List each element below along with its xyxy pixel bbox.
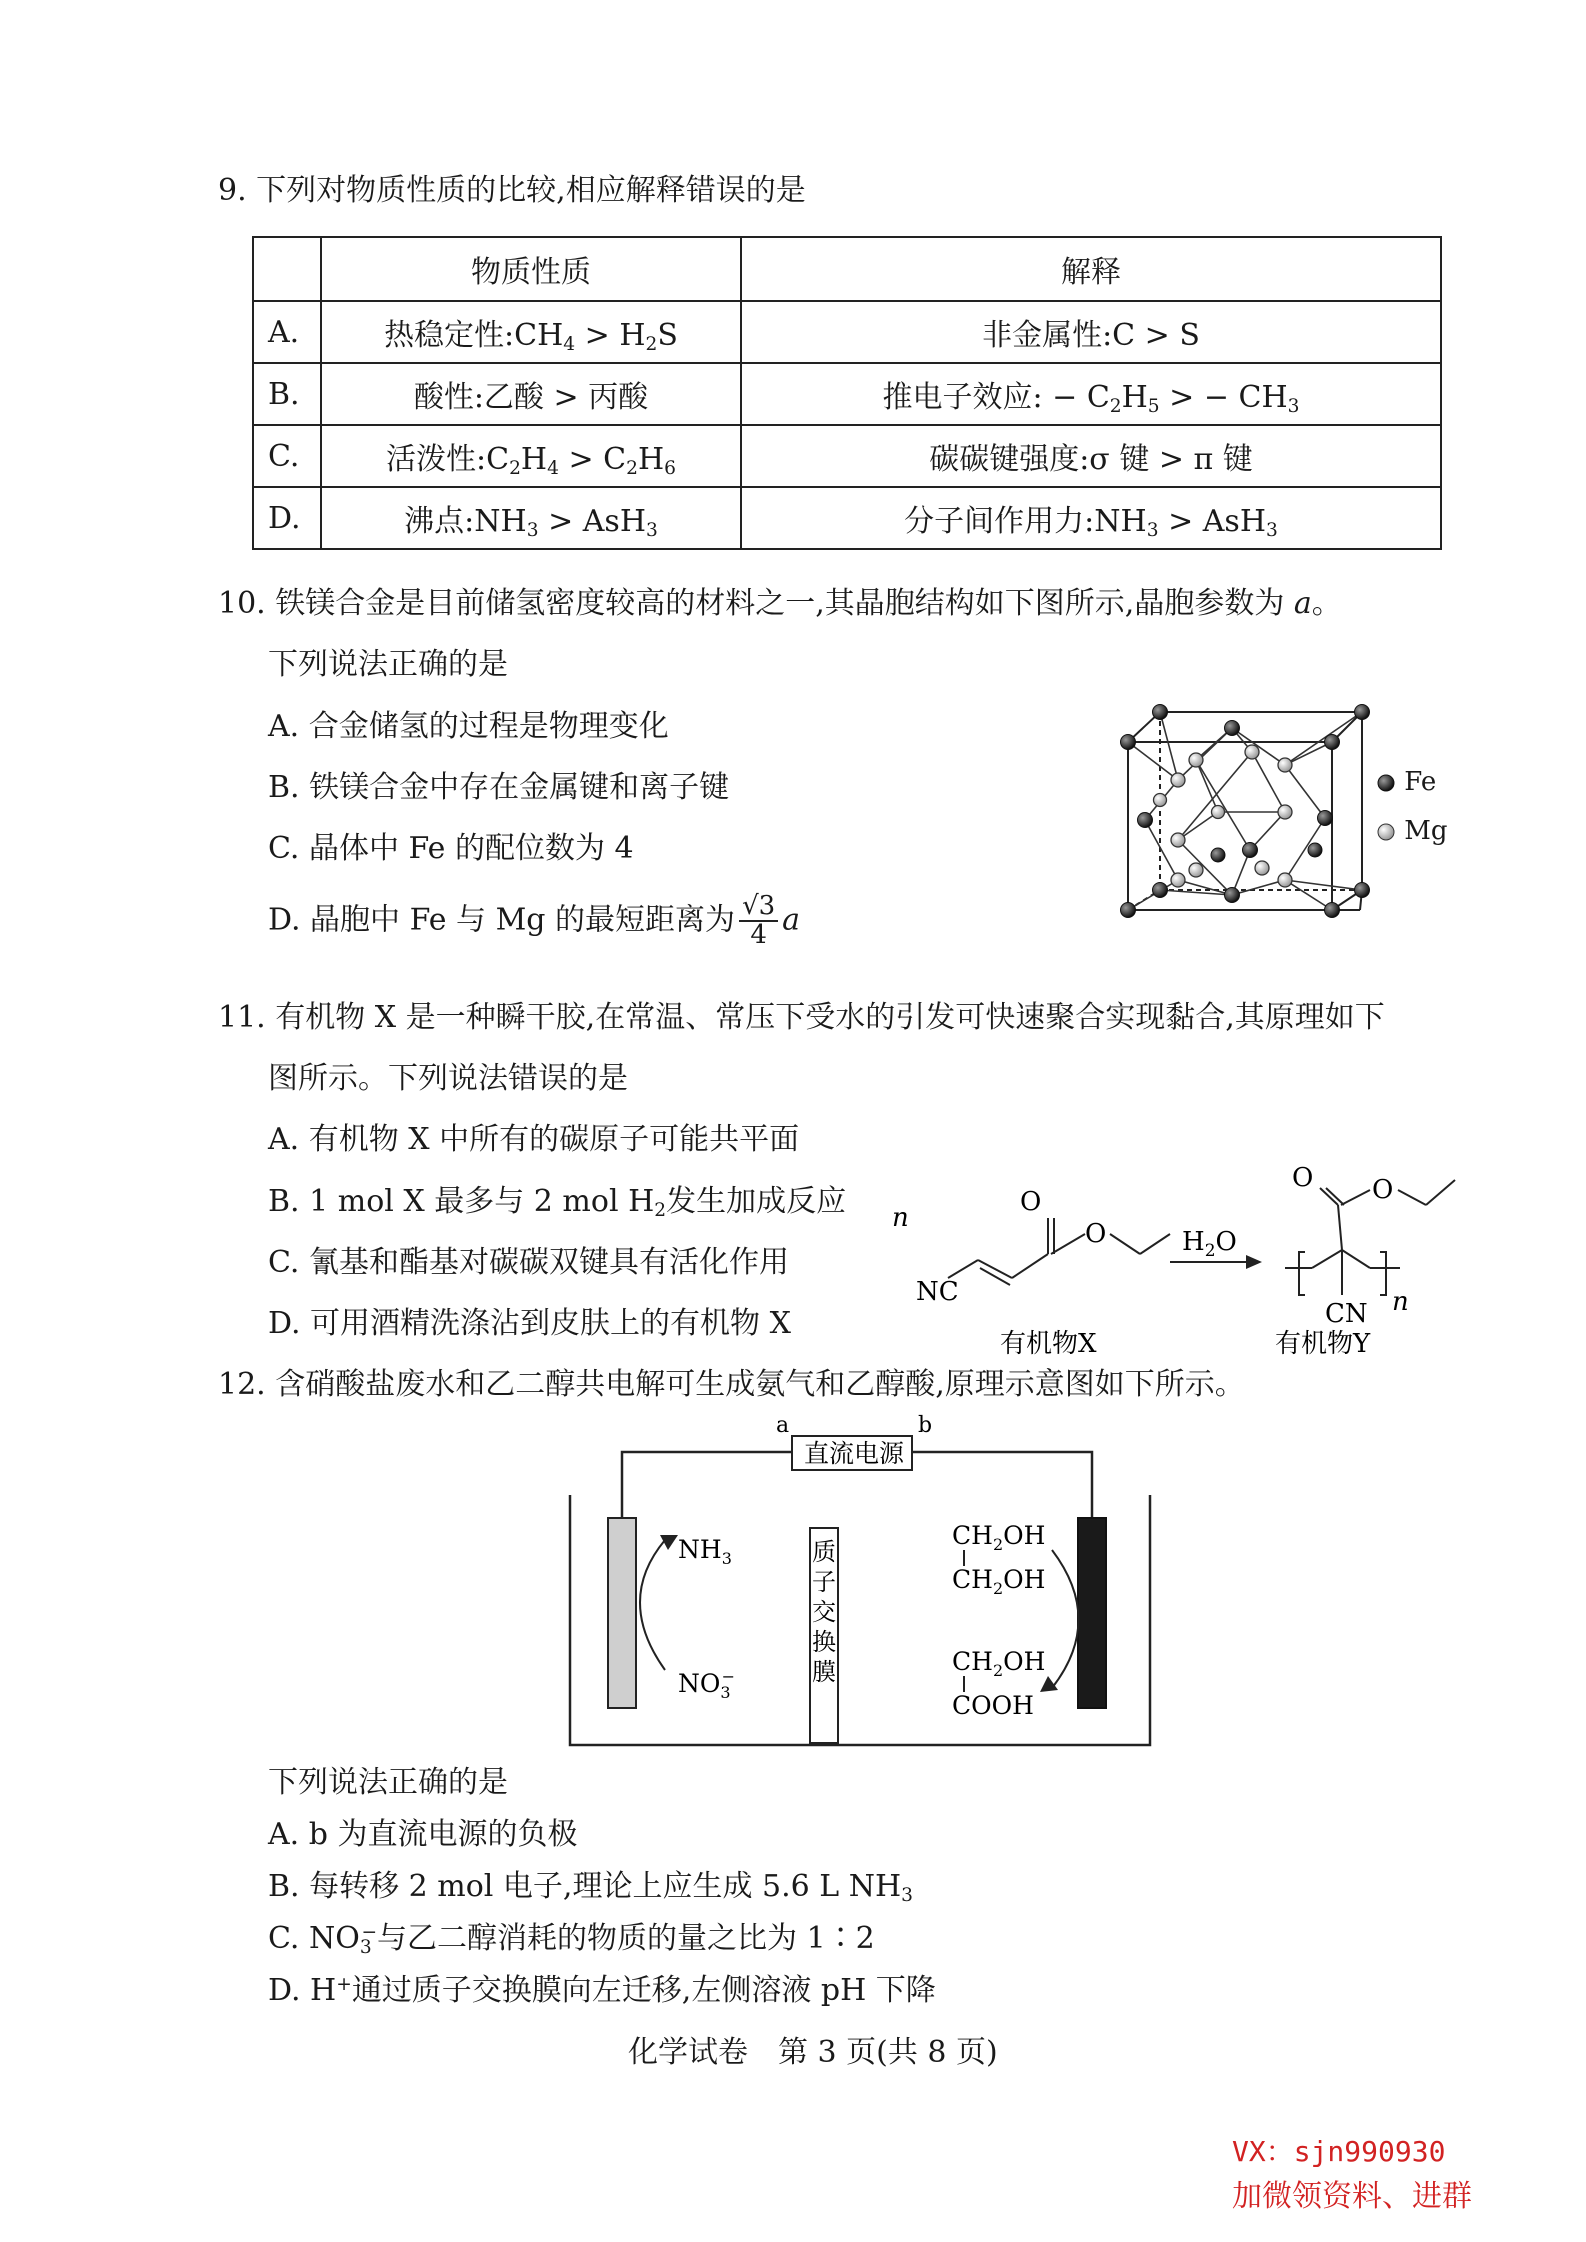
q9-row-label: B. [253,363,321,425]
svg-text:换: 换 [812,1628,836,1656]
q9-stem: 9. 下列对物质性质的比较,相应解释错误的是 [218,173,806,208]
nitrate-label: $NO_3-$ [678,1667,735,1702]
q11-option-a: A. 有机物 X 中所有的碳原子可能共平面 [268,1122,800,1157]
page-footer: 化学试卷 第 3 页(共 8 页) [628,2035,998,2070]
left-electrode [608,1518,636,1708]
q10-option-a: A. 合金储氢的过程是物理变化 [268,709,669,744]
legend-mg-label: Mg [1404,816,1448,846]
q11-stem-line1: 11. 有机物 X 是一种瞬干胶,在常温、常压下受水的引发可快速聚合实现黏合,其原理如下 [218,1000,1385,1035]
q9-header-explanation: 解释 [741,237,1441,301]
watermark-promo: 加微领资料、进群 [1232,2179,1472,2214]
q9-row-a [253,301,1441,363]
q12-option-c: C. $NO_3^-$与乙二醇消耗的物质的量之比为 1∶2 [268,1921,875,1959]
power-supply-label: 直流电源 [804,1439,905,1468]
watermark-contact: VX：sjn990930 [1232,2135,1446,2168]
label-compound-x: 有机物X [1000,1329,1097,1359]
legend-fe-label: Fe [1404,767,1437,797]
q9-row-property: 酸性:乙酸 > 丙酸 [321,363,741,425]
mg-atom-icon [1376,822,1396,842]
q9-row-property: 热稳定性$:CH_4 > H_2S$ [321,301,741,363]
membrane-label [812,1538,836,1686]
legend-mg [1376,818,1448,844]
q10-fraction: $\frac{√3}{4}$ [739,893,778,950]
svg-text:子: 子 [812,1568,836,1596]
label-compound-y: 有机物Y [1275,1329,1371,1359]
reagent-water: $H_2O$ [1182,1227,1237,1261]
q10-option-d: D. 晶胞中 Fe 与 Mg 的最短距离为 $\frac{√3}{4}$ a [268,891,801,951]
q9-row-label: C. [253,425,321,487]
crystal-cell-diagram [1100,700,1460,930]
q12-stem: 12. 含硝酸盐废水和乙二醇共电解可生成氨气和乙醇酸,原理示意图如下所示。 [218,1367,1245,1402]
right-electrode [1078,1518,1106,1708]
y-nitrile: CN [1325,1299,1368,1329]
glycolic-line1: $CH_2OH$ [952,1647,1046,1680]
x-carbonyl-o: O [1020,1187,1042,1217]
q9-header-blank [253,237,321,301]
legend-fe [1376,769,1436,795]
q12-option-b: B. 每转移 2 mol 电子,理论上应生成 5.6 L $NH_3$ [268,1869,913,1907]
q10-option-c: C. 晶体中 Fe 的配位数为 4 [268,831,634,866]
q11-option-d: D. 可用酒精洗涤沾到皮肤上的有机物 X [268,1306,791,1341]
polymerization-scheme [880,1110,1480,1360]
q12-option-a: A. b 为直流电源的负极 [268,1817,578,1852]
glycolic-line2: COOH [952,1691,1034,1720]
q9-row-explanation: 非金属性:C > S [741,301,1441,363]
x-ester-o: O [1085,1219,1107,1249]
terminal-a-label: a [776,1413,790,1438]
fe-atom-icon [1376,773,1396,793]
q9-row-b [253,363,1441,425]
terminal-b-label: b [918,1413,933,1438]
q9-row-property: 活泼性$:C_2H_4 > C_2H_6$ [321,425,741,487]
q10-stem-line1: 10. 铁镁合金是目前储氢密度较高的材料之一,其晶胞结构如下图所示,晶胞参数为 a。 [218,586,1342,621]
reaction-arrowhead [1246,1255,1262,1269]
electrolysis-diagram [560,1410,1170,1760]
q12-stem-line2: 下列说法正确的是 [268,1765,508,1800]
q10-stem-line2: 下列说法正确的是 [268,647,508,682]
scheme-n-right: n [1392,1287,1409,1317]
y-ester-o: O [1372,1175,1394,1205]
y-carbonyl-o: O [1292,1163,1314,1193]
q11-option-b: B. 1 mol X 最多与 2 mol $H_2$发生加成反应 [268,1184,847,1222]
glycol-line1: $CH_2OH$ [952,1521,1046,1554]
q9-table-header [253,237,1441,301]
q11-option-c: C. 氰基和酯基对碳碳双键具有活化作用 [268,1245,789,1280]
q9-row-label: A. [253,301,321,363]
q9-table [252,236,1442,550]
q12-option-d: D. H+通过质子交换膜向左迁移,左侧溶液 pH 下降 [268,1973,936,2008]
svg-text:交: 交 [812,1598,836,1626]
glycol-line2: $CH_2OH$ [952,1565,1046,1598]
q9-header-property: 物质性质 [321,237,741,301]
ammonia-label: $NH_3$ [678,1535,732,1568]
q9-row-c [253,425,1441,487]
svg-text:膜: 膜 [812,1658,836,1686]
scheme-n-left: n [892,1203,909,1233]
q9-row-explanation: 分子间作用力$:NH_3 > AsH_3$ [741,487,1441,549]
q11-stem-line2: 图所示。下列说法错误的是 [268,1061,628,1096]
x-nitrile: NC [916,1277,959,1307]
q10-option-b: B. 铁镁合金中存在金属键和离子键 [268,770,730,805]
q9-row-explanation: 碳碳键强度:σ 键 > π 键 [741,425,1441,487]
q9-row-d [253,487,1441,549]
svg-text:质: 质 [812,1538,836,1566]
q9-row-label: D. [253,487,321,549]
q9-row-property: 沸点$:NH_3 > AsH_3$ [321,487,741,549]
q9-row-explanation: 推电子效应: − $C_2H_5$ > − $CH_3$ [741,363,1441,425]
